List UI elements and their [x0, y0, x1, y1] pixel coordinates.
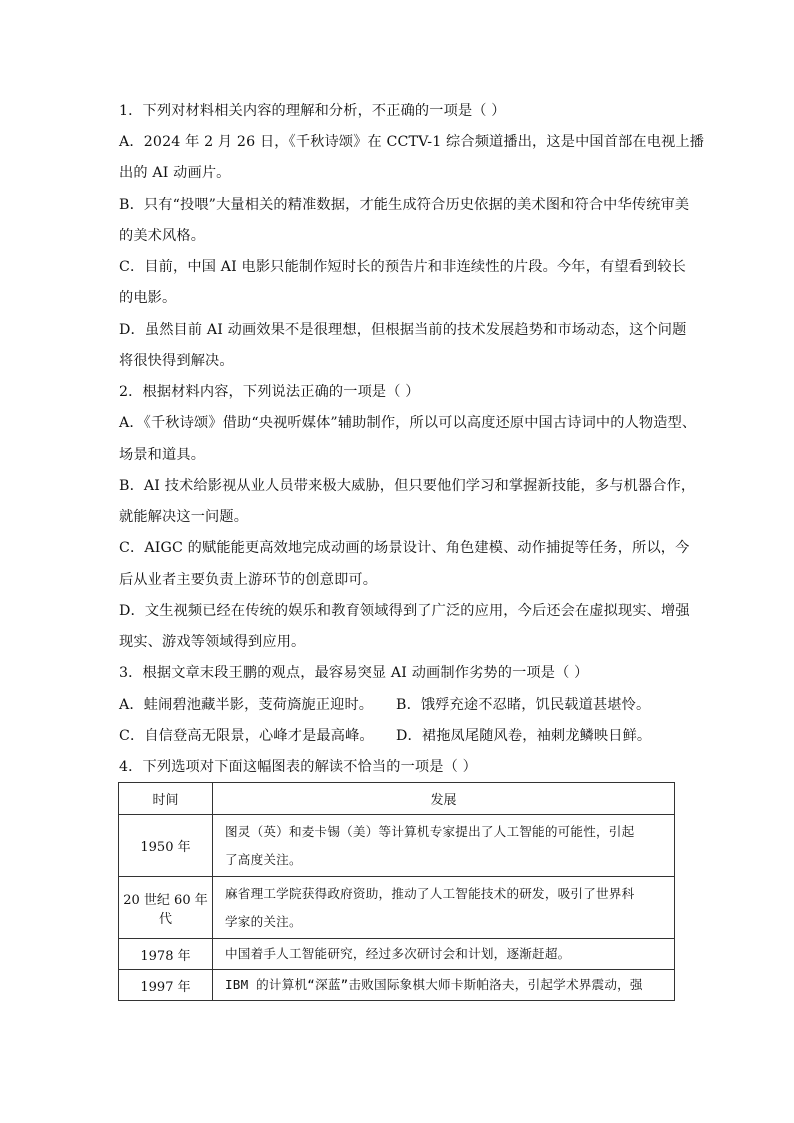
description-line: 图灵（英）和麦卡锡（美）等计算机专家提出了人工智能的可能性，引起 [225, 823, 635, 839]
q1-option-d-line2: 将很快得到解决。 [119, 353, 234, 369]
q2-option-c-line2: 后从业者主要负责上游环节的创意即可。 [119, 572, 378, 588]
description-line: 了高度关注。 [225, 851, 302, 867]
question-2-stem: 2．根据材料内容，下列说法正确的一项是（ ） [119, 384, 420, 400]
q3-option-c: C．自信登高无限景，心峰才是最高峰。 [119, 728, 374, 744]
table-cell-description [213, 939, 675, 970]
q3-option-b: B．饿殍充途不忍睹，饥民载道甚堪怜。 [396, 697, 651, 713]
q3-option-a: A．蛙闹碧池藏半影，芰荷旖旎正迎时。 [119, 697, 374, 713]
table-header-time: 时间 [119, 783, 213, 815]
question-1-stem: 1．下列对材料相关内容的理解和分析，不正确的一项是（ ） [119, 103, 506, 119]
q2-option-b-line1: B．AI 技术给影视从业人员带来极大威胁，但只要他们学习和掌握新技能，多与机器合作， [119, 478, 696, 494]
q2-option-a-line2: 场景和道具。 [119, 447, 206, 463]
description-line: 麻省理工学院获得政府资助，推动了人工智能技术的研发，吸引了世界科 [225, 885, 635, 901]
table-cell-description [213, 877, 675, 939]
table-header-row [119, 783, 675, 815]
table-row [119, 877, 675, 939]
q2-option-a-line1: A．《千秋诗颂》借助“央视听媒体”辅助制作，所以可以高度还原中国古诗词中的人物造型、 [119, 415, 697, 431]
ai-history-table [118, 782, 675, 1001]
q1-option-a-line1: A．2024 年 2 月 26 日，《千秋诗颂》在 CCTV-1 综合频道播出，这是中国首部在电视上播 [119, 134, 705, 150]
description-line: 中国着手人工智能研究，经过多次研讨会和计划，逐渐赶超。 [225, 946, 571, 961]
q1-option-b-line2: 的美术风格。 [119, 228, 206, 244]
q2-option-d-line2: 现实、游戏等领域得到应用。 [119, 634, 306, 650]
table-cell-time: 20 世纪 60 年代 [119, 877, 213, 939]
q3-option-d: D．裙拖凤尾随风卷，袖刺龙鳞映日鲜。 [396, 728, 652, 744]
q1-option-d-line1: D．虽然目前 AI 动画效果不是很理想，但根据当前的技术发展趋势和市场动态，这个问题 [119, 322, 687, 338]
q2-option-b-line2: 就能解决这一问题。 [119, 509, 249, 525]
description-line: IBM 的计算机“深蓝”击败国际象棋大师卡斯帕洛夫，引起学术界震动，强 [225, 977, 643, 992]
table-cell-time: 1978 年 [119, 939, 213, 970]
q1-option-c-line2: 的电影。 [119, 290, 177, 306]
question-3-stem: 3．根据文章末段王鹏的观点，最容易突显 AI 动画制作劣势的一项是（ ） [119, 665, 589, 681]
table-cell-time: 1950 年 [119, 815, 213, 877]
description-line: 学家的关注。 [225, 913, 302, 929]
q1-option-a-line2: 出的 AI 动画片。 [119, 165, 231, 181]
q1-option-c-line1: C．目前，中国 AI 电影只能制作短时长的预告片和非连续性的片段。今年，有望看到较长 [119, 259, 686, 275]
table-cell-description [213, 815, 675, 877]
q1-option-b-line1: B．只有“投喂”大量相关的精准数据，才能生成符合历史依据的美术图和符合中华传统审美 [119, 197, 690, 213]
table-cell-time: 1997 年 [119, 970, 213, 1001]
table-row [119, 815, 675, 877]
table-cell-description [213, 970, 675, 1001]
table-row [119, 939, 675, 970]
question-4-stem: 4．下列选项对下面这幅图表的解读不恰当的一项是（ ） [119, 759, 477, 775]
table-header-development: 发展 [213, 783, 675, 815]
q2-option-d-line1: D．文生视频已经在传统的娱乐和教育领域得到了广泛的应用，今后还会在虚拟现实、增强 [119, 603, 690, 619]
q2-option-c-line1: C．AIGC 的赋能能更高效地完成动画的场景设计、角色建模、动作捕捉等任务，所以，今 [119, 540, 690, 556]
table-row [119, 970, 675, 1001]
